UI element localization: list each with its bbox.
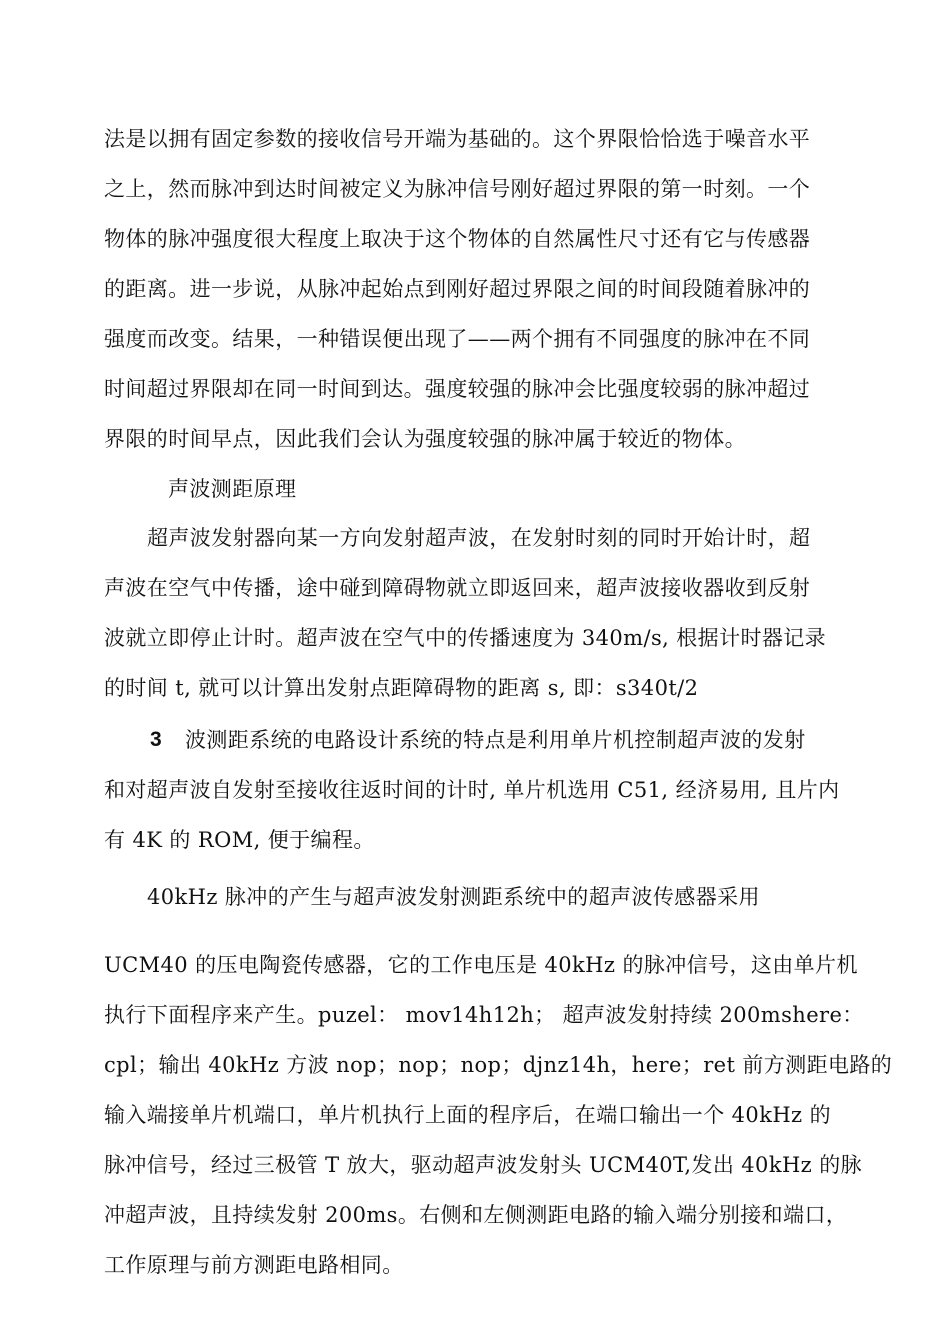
paragraph-line: 界限的时间早点，因此我们会认为强度较强的脉冲属于较近的物体。: [104, 427, 746, 451]
paragraph-line: 物体的脉冲强度很大程度上取决于这个物体的自然属性尺寸还有它与传感器: [104, 227, 811, 251]
section-heading: 声波测距原理: [168, 477, 297, 501]
paragraph-line: 输入端接单片机端口，单片机执行上面的程序后，在端口输出一个 40kHz 的: [104, 1103, 831, 1127]
paragraph-line: 脉冲信号，经过三极管 T 放大，驱动超声波发射头 UCM40T,发出 40kHz 的脉: [104, 1153, 862, 1177]
paragraph-line: 时间超过界限却在同一时间到达。强度较强的脉冲会比强度较弱的脉冲超过: [104, 377, 811, 401]
paragraph-line: 工作原理与前方测距电路相同。: [104, 1253, 404, 1277]
paragraph-line: 冲超声波，且持续发射 200ms。右侧和左侧测距电路的输入端分别接和端口，: [104, 1203, 848, 1227]
paragraph-line: 强度而改变。结果，一种错误便出现了——两个拥有不同强度的脉冲在不同: [104, 327, 811, 351]
paragraph-line: 声波在空气中传播，途中碰到障碍物就立即返回来，超声波接收器收到反射: [104, 576, 811, 600]
paragraph-line: 40kHz 脉冲的产生与超声波发射测距系统中的超声波传感器采用: [147, 885, 760, 909]
paragraph-line: 和对超声波自发射至接收往返时间的计时, 单片机选用 C51, 经济易用, 且片内: [104, 778, 840, 802]
paragraph-line: 法是以拥有固定参数的接收信号开端为基础的。这个界限恰恰选于噪音水平: [104, 127, 811, 151]
paragraph-line: 的距离。进一步说，从脉冲起始点到刚好超过界限之间的时间段随着脉冲的: [104, 277, 811, 301]
paragraph-line: UCM40 的压电陶瓷传感器，它的工作电压是 40kHz 的脉冲信号，这由单片机: [104, 953, 858, 977]
paragraph-line: 有 4K 的 ROM, 便于编程。: [104, 828, 375, 852]
paragraph-line: 之上，然而脉冲到达时间被定义为脉冲信号刚好超过界限的第一时刻。一个: [104, 177, 811, 201]
paragraph-line: 的时间 t, 就可以计算出发射点距障碍物的距离 s, 即：s340t/2: [104, 676, 699, 700]
section-number: 3: [150, 728, 163, 751]
paragraph-line: 执行下面程序来产生。puzel： mov14h12h； 超声波发射持续 200mshere：: [104, 1003, 864, 1027]
paragraph-line: 波测距系统的电路设计系统的特点是利用单片机控制超声波的发射: [185, 728, 806, 752]
paragraph-line: cpl；输出 40kHz 方波 nop；nop；nop；djnz14h，here；ret 前方测距电路的: [104, 1053, 893, 1077]
paragraph-line: 波就立即停止计时。超声波在空气中的传播速度为 340m/s, 根据计时器记录: [104, 626, 827, 650]
paragraph-line: 超声波发射器向某一方向发射超声波，在发射时刻的同时开始计时，超: [147, 526, 811, 550]
